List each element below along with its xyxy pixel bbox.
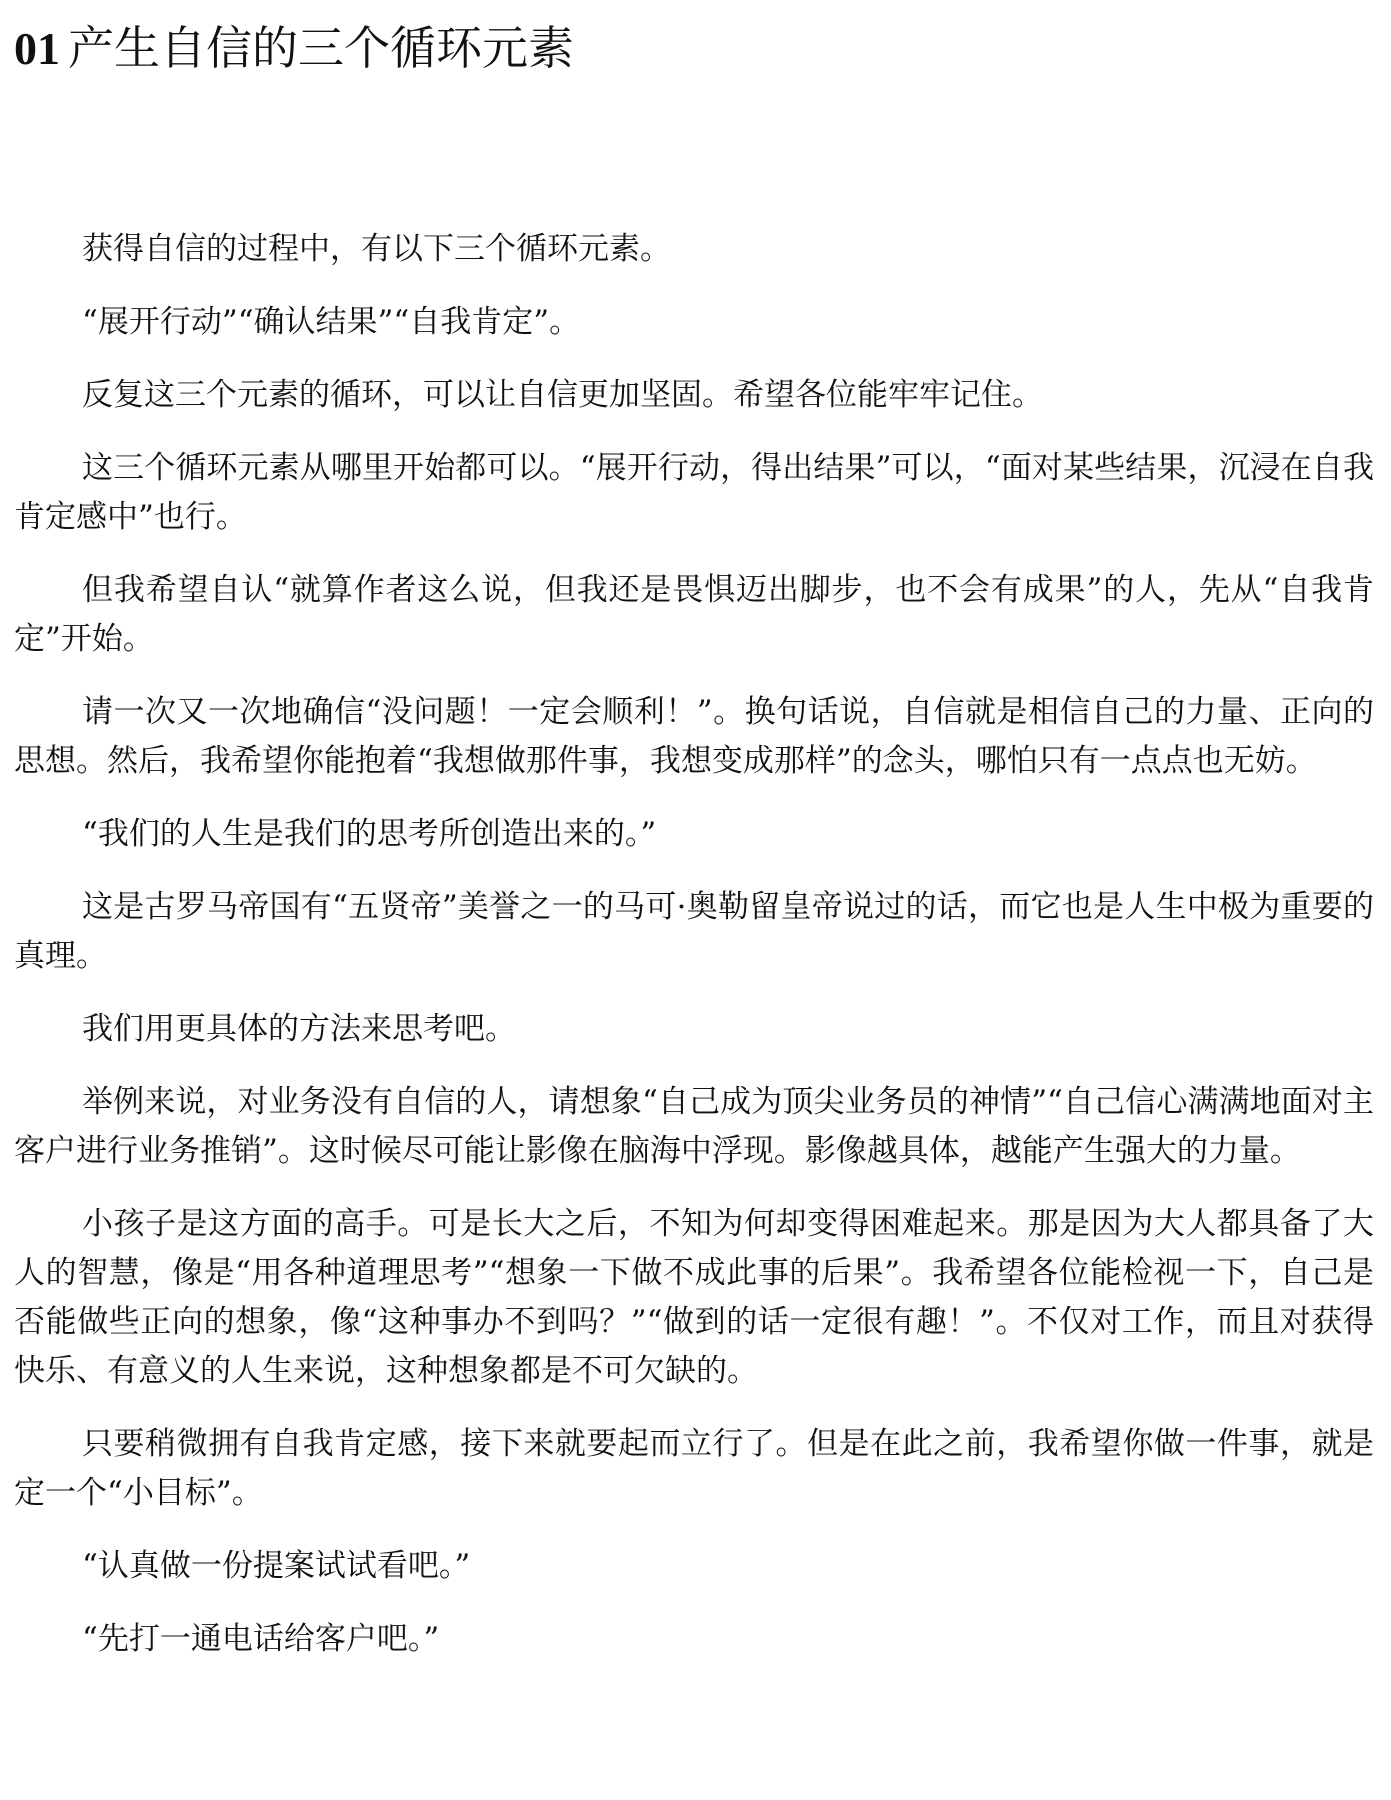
paragraph: 我们用更具体的方法来思考吧。 xyxy=(82,1011,516,1047)
paragraph: “认真做一份提案试试看吧。” xyxy=(82,1548,471,1584)
paragraph: 只要稍微拥有自我肯定感，接下来就要起而立行了。但是在此之前，我希望你做一件事，就是定一个“小目标”。 xyxy=(14,1426,1374,1511)
paragraph: 这三个循环元素从哪里开始都可以。“展开行动，得出结果”可以，“面对某些结果，沉浸在自我肯定感中”也行。 xyxy=(14,450,1374,535)
paragraph: “先打一通电话给客户吧。” xyxy=(82,1621,440,1657)
paragraph: 请一次又一次地确信“没问题！一定会顺利！”。换句话说，自信就是相信自己的力量、正向的思想。然后，我希望你能抱着“我想做那件事，我想变成那样”的念头，哪怕只有一点点也无妨。 xyxy=(14,694,1374,779)
paragraph: 小孩子是这方面的高手。可是长大之后，不知为何却变得困难起来。那是因为大人都具备了大人的智慧，像是“用各种道理思考”“想象一下做不成此事的后果”。我希望各位能检视一下，自己是否能做些正向的想象，像“这种事办不到吗？”“做到的话一定很有趣！”。不仅对工作，而且对获得快乐、有意义的人生来说，这种想象都是不可欠缺的。 xyxy=(14,1206,1374,1389)
body-text xyxy=(14,225,1374,1688)
chapter-title xyxy=(14,18,574,79)
paragraph: “我们的人生是我们的思考所创造出来的。” xyxy=(82,816,657,852)
paragraph: 反复这三个元素的循环，可以让自信更加坚固。希望各位能牢牢记住。 xyxy=(82,377,1043,413)
paragraph: 获得自信的过程中，有以下三个循环元素。 xyxy=(82,231,671,267)
paragraph: 但我希望自认“就算作者这么说，但我还是畏惧迈出脚步，也不会有成果”的人，先从“自我肯定”开始。 xyxy=(14,572,1374,657)
paragraph: “展开行动”“确认结果”“自我肯定”。 xyxy=(82,304,581,340)
chapter-number: 01 xyxy=(14,23,60,74)
chapter-title-text: 产生自信的三个循环元素 xyxy=(68,21,574,75)
paragraph: 举例来说，对业务没有自信的人，请想象“自己成为顶尖业务员的神情”“自己信心满满地面对主客户进行业务推销”。这时候尽可能让影像在脑海中浮现。影像越具体，越能产生强大的力量。 xyxy=(14,1084,1374,1169)
paragraph: 这是古罗马帝国有“五贤帝”美誉之一的马可·奥勒留皇帝说过的话，而它也是人生中极为重要的真理。 xyxy=(14,889,1374,974)
